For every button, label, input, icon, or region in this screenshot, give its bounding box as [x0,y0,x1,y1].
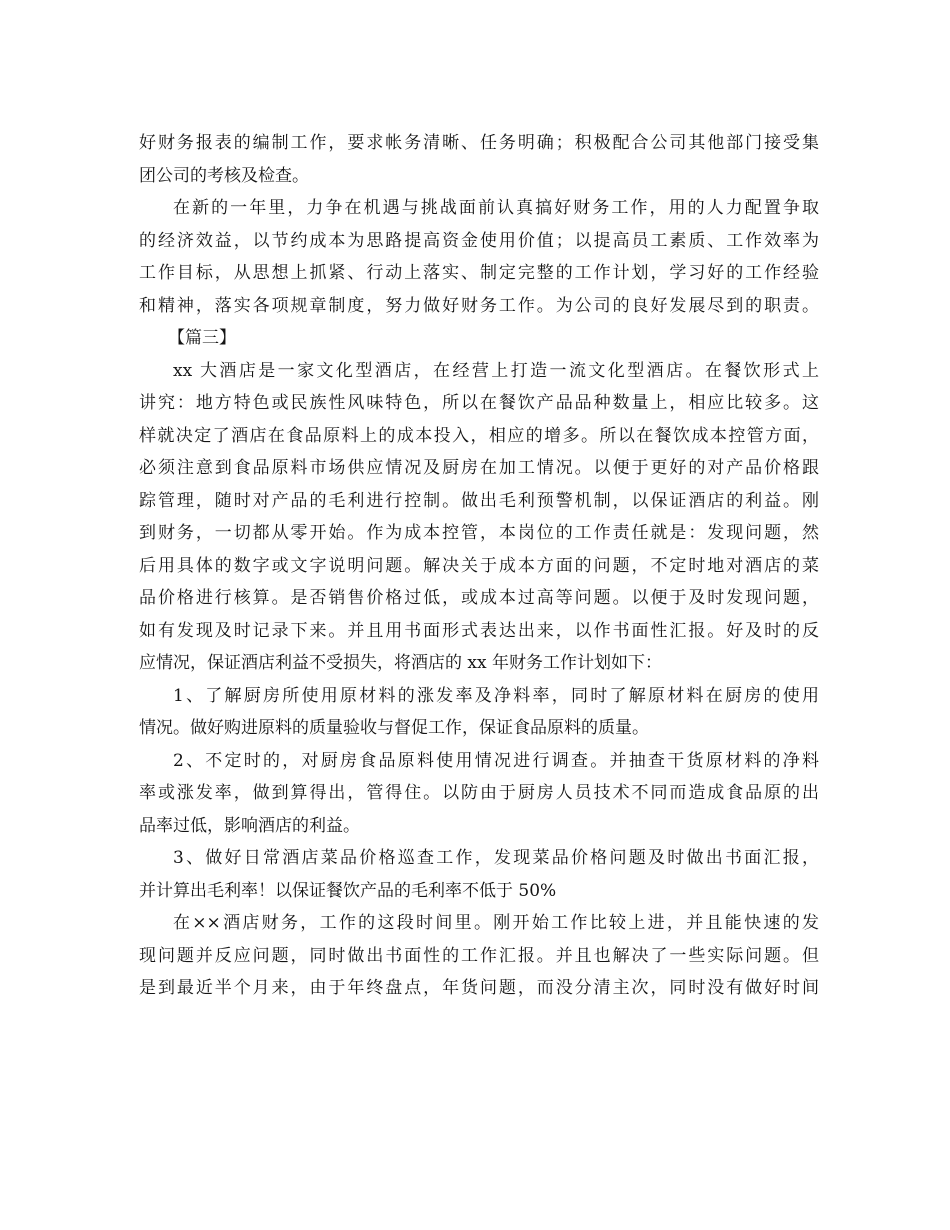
paragraph-first-line: xx 大酒店是一家文化型酒店，在经营上打造一流文化型酒店。在餐饮形式上 [173,360,819,381]
list-item-1: 1、了解厨房所使用原材料的涨发率及净料率，同时了解原材料在厨房的使用 [173,685,819,706]
text-line: 好财务报表的编制工作，要求帐务清晰、任务明确；积极配合公司其他部门接受集 [139,133,819,153]
text-line: 和精神，落实各项规章制度，努力做好财务工作。为公司的良好发展尽到的职责。 [139,295,819,316]
paragraph-first-line: 在××酒店财务，工作的这段时间里。刚开始工作比较上进，并且能快速的发 [173,913,819,933]
text-line: 品价格进行核算。是否销售价格过低，或成本过高等问题。以便于及时发现问题， [139,588,819,608]
text-line: 品率过低，影响酒店的利益。 [139,815,360,836]
text-line: 到财务，一切都从零开始。作为成本控管，本岗位的工作责任就是：发现问题，然 [139,523,819,543]
text-line: 后用具体的数字或文字说明问题。解决关于成本方面的问题，不定时地对酒店的菜 [139,555,819,576]
text-line: 如有发现及时记录下来。并且用书面形式表达出来，以作书面性汇报。好及时的反 [139,620,819,641]
list-item-3: 3、做好日常酒店菜品价格巡查工作，发现菜品价格问题及时做出书面汇报， [173,848,819,868]
section-heading: 【篇三】 [168,328,236,348]
text-line: 情况。做好购进原料的质量验收与督促工作，保证食品原料的质量。 [139,718,649,738]
text-line: 踪管理，随时对产品的毛利进行控制。做出毛利预警机制，以保证酒店的利益。刚 [139,490,819,511]
text-line: 并计算出毛利率！以保证餐饮产品的毛利率不低于 50% [139,880,557,901]
text-line: 现问题并反应问题，同时做出书面性的工作汇报。并且也解决了一些实际问题。但 [139,945,819,966]
text-line: 是到最近半个月来，由于年终盘点，年货问题，而没分清主次，同时没有做好时间 [139,978,819,998]
text-line: 率或涨发率，做到算得出，管得住。以防由于厨房人员技术不同而造成食品原的出 [139,783,819,803]
text-line: 讲究：地方特色或民族性风味特色，所以在餐饮产品品种数量上，相应比较多。这 [139,393,819,413]
paragraph-first-line: 在新的一年里，力争在机遇与挑战面前认真搞好财务工作，用的人力配置争取 [173,198,819,218]
document-body [139,127,819,1005]
text-line: 必须注意到食品原料市场供应情况及厨房在加工情况。以便于更好的对产品价格跟 [139,458,819,478]
text-line: 应情况，保证酒店利益不受损失，将酒店的 xx 年财务工作计划如下： [139,653,662,673]
text-line: 样就决定了酒店在食品原料上的成本投入，相应的增多。所以在餐饮成本控管方面， [139,425,819,446]
text-line: 团公司的考核及检查。 [139,165,309,186]
list-item-2: 2、不定时的，对厨房食品原料使用情况进行调查。并抽查干货原材料的净料 [173,750,819,771]
text-line: 工作目标，从思想上抓紧、行动上落实、制定完整的工作计划，学习好的工作经验 [139,263,819,283]
text-line: 的经济效益，以节约成本为思路提高资金使用价值；以提高员工素质、工作效率为 [139,230,819,251]
